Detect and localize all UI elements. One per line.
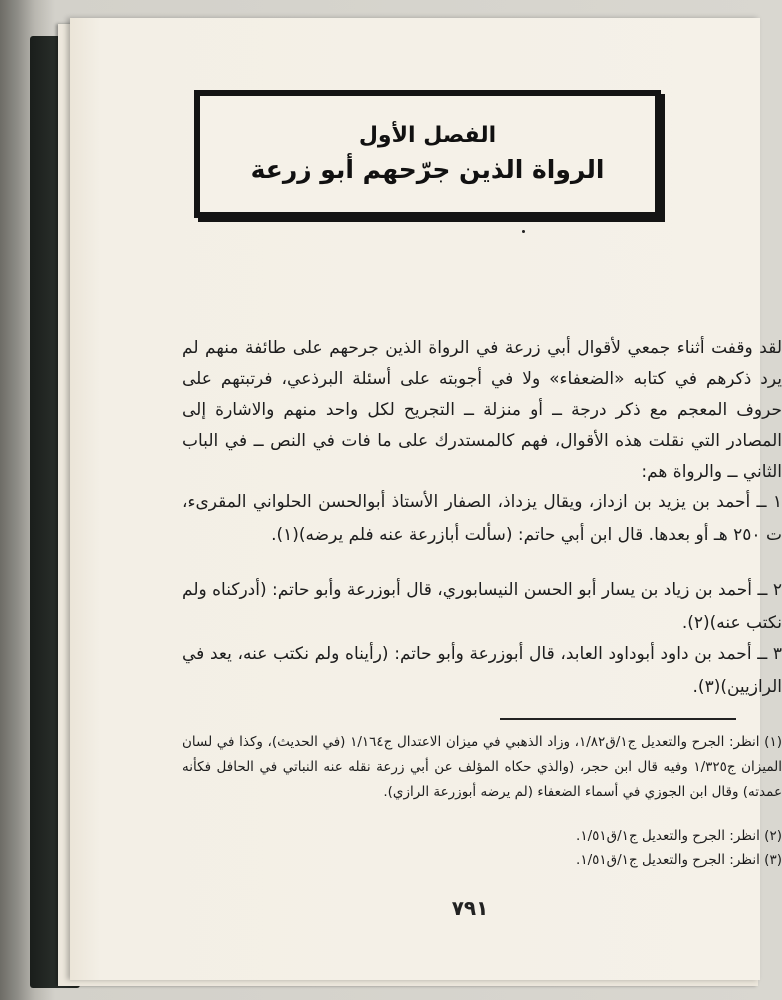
narrator-entry-3: ٣ ــ أحمد بن داود أبوداود العابد، قال أبوزرعة وأبو حاتم: (رأيناه ولم نكتب عنه، يعد في الرازيين)(٣). [182, 644, 782, 697]
intro-paragraph: لقد وقفت أثناء جمعي لأقوال أبي زرعة في الرواة الذين جرحهم على طائفة منهم لم يرد ذكرهم في كتابه «الضعفاء» ولا في أجوبته على أسئلة البرذعي، فرتبتهم على حروف المعجم مع ذكر درجة ــ أو منزلة ــ التجريح لكل واحد منهم والاشارة إلى المصادر التي نقلت هذه الأقوال، فهم كالمستدرك على ما فات في النص ــ في الباب الثاني ــ والرواة هم: [182, 338, 782, 482]
chapter-title-box [194, 90, 661, 218]
book-page [70, 18, 782, 980]
chapter-heading: الفصل الأول [358, 122, 497, 148]
footnote-divider [500, 718, 736, 720]
chapter-subtitle: الرواة الذين جرّحهم أبو زرعة [250, 154, 605, 184]
footnote-3: (٣) انظر: الجرح والتعديل ج١/ق١/٥١. [576, 852, 782, 868]
footnote-2: (٢) انظر: الجرح والتعديل ج١/ق١/٥١. [576, 828, 782, 844]
narrator-entry-2: ٢ ــ أحمد بن زياد بن يسار أبو الحسن النيسابوري، قال أبوزرعة وأبو حاتم: (أدركناه ولم نكتب عنه)(٢). [182, 580, 782, 633]
narrator-entry-1: ١ ــ أحمد بن يزيد بن ازداز، ويقال يزداذ، الصفار الأستاذ أبوالحسن الحلواني المقرىء، ت ٢٥٠ هـ أو بعدها. قال ابن أبي حاتم: (سألت أبازرعة عنه فلم يرضه)(١). [182, 492, 782, 545]
footnote-1: (١) انظر: الجرح والتعديل ج١/ق١/٨٢، وزاد الذهبي في ميزان الاعتدال ج١/١٦٤ (في الحديث)، وكذا في لسان الميزان ج١/٣٢٥ وفيه قال ابن حجر، (والذي حكاه المؤلف عن أبي زرعة نقله عنه النباتي في الحافل فكأنه عمدته) وقال ابن الجوزي في أسماء الضعفاء (لم يرضه أبوزرعة الرازي). [182, 734, 782, 800]
ink-dot [522, 230, 525, 233]
page-number: ٧٩١ [451, 896, 489, 920]
